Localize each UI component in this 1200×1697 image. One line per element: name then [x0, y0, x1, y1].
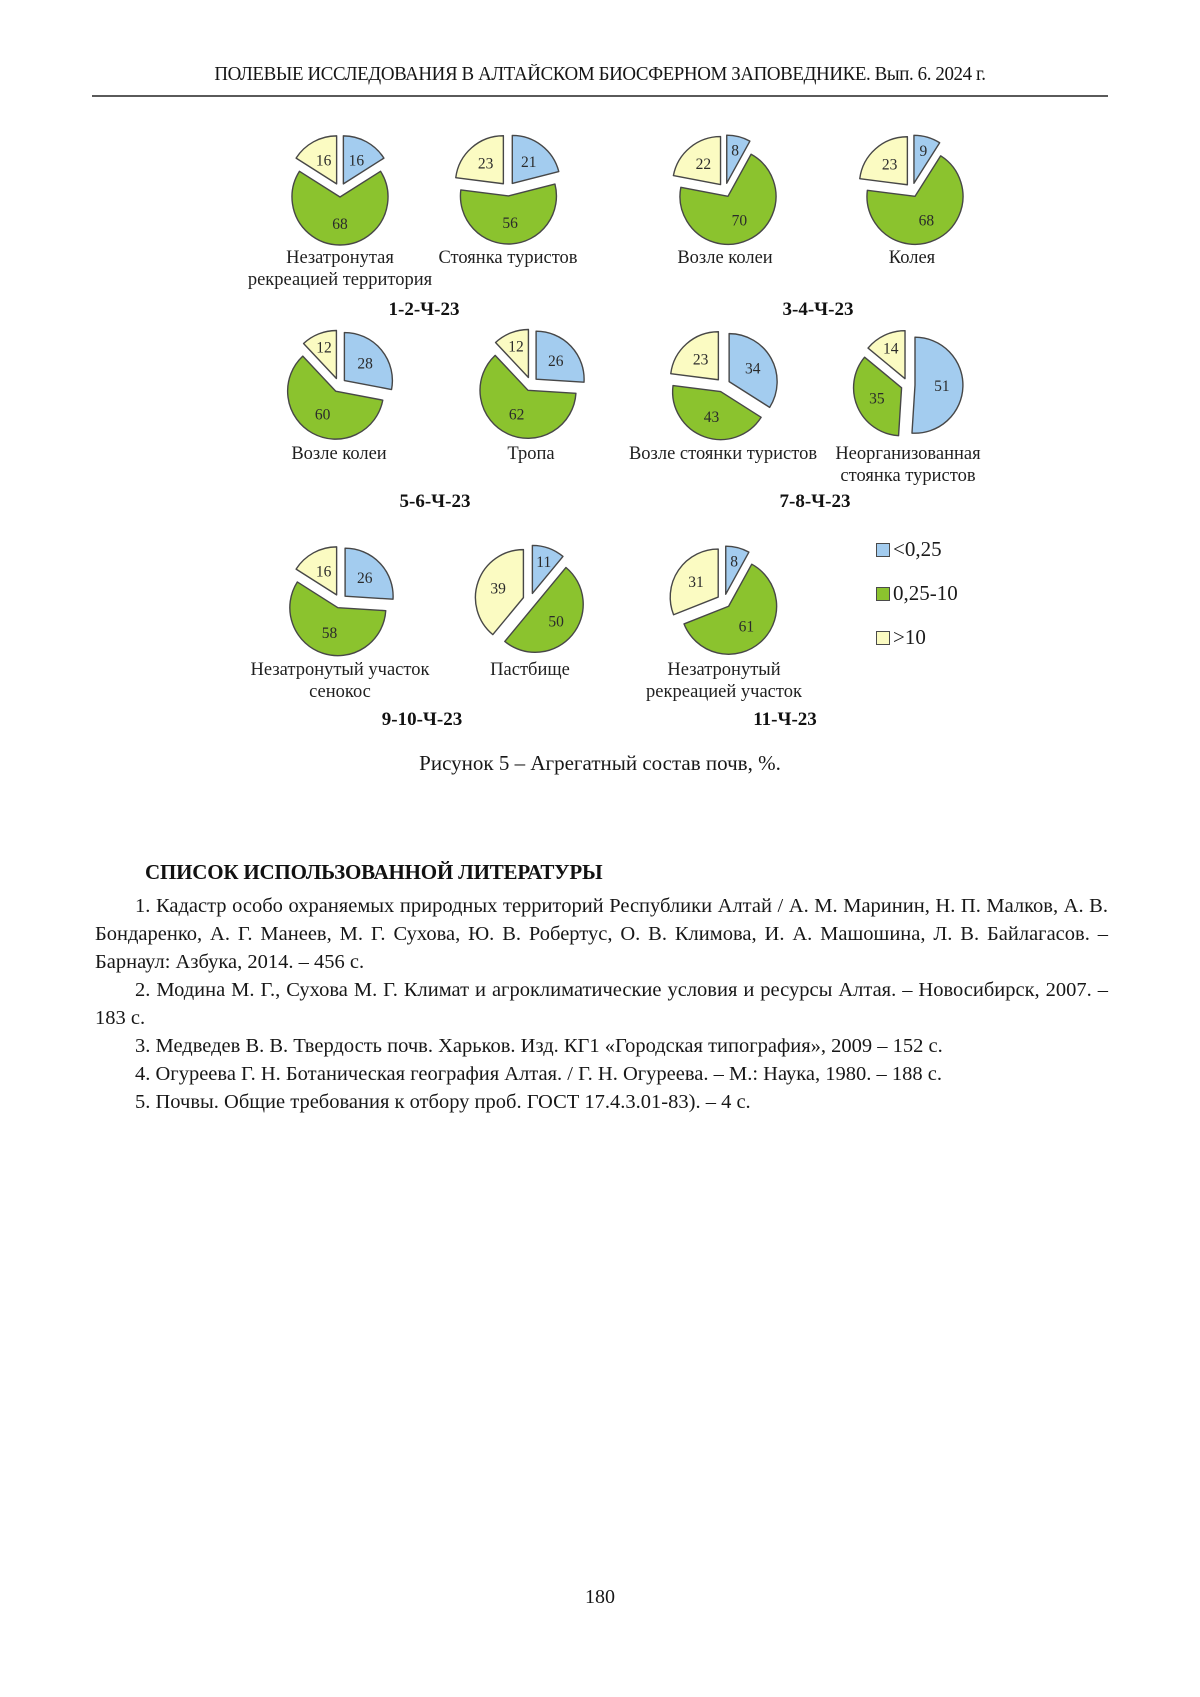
pie-value-label: 16	[315, 563, 332, 581]
pie-value-label: 43	[703, 408, 720, 426]
pie-chart-track	[842, 125, 982, 255]
legend-swatch-blue	[876, 543, 890, 557]
pie-value-label: 26	[547, 352, 564, 370]
pie-title: Незатронутая рекреацией территория	[247, 248, 433, 290]
pie-value-label: 28	[357, 355, 373, 373]
pie-title: Возле стоянки туристов	[628, 444, 818, 464]
pie-chart-unorganized-camp	[838, 320, 978, 450]
pie-value-label: 16	[315, 152, 332, 170]
pie-title: Тропа	[507, 444, 555, 464]
pie-value-label: 68	[918, 212, 935, 230]
reference-item: 3. Медведев В. В. Твердость почв. Харьков. Изд. КГ1 «Городская типография», 2009 – 152 с.	[135, 1035, 943, 1057]
sample-group-label: 11-Ч-23	[753, 709, 817, 730]
pie-value-label: 23	[692, 351, 709, 369]
pie-value-label: 8	[731, 142, 739, 160]
pie-value-label: 70	[731, 212, 748, 230]
page-number: 180	[585, 1586, 615, 1608]
pie-title: Незатронутый рекреацией участок	[646, 660, 802, 702]
pie-chart-path	[461, 319, 601, 449]
legend-item	[876, 627, 958, 648]
pie-value-label: 16	[348, 152, 365, 170]
pie-slice	[292, 171, 388, 245]
pie-value-label: 8	[730, 553, 738, 571]
legend-item	[876, 583, 958, 604]
pie-value-label: 23	[881, 156, 898, 174]
pie-value-label: 11	[536, 553, 552, 571]
pie-value-label: 22	[695, 155, 712, 173]
pie-chart-near-track-2	[269, 320, 409, 450]
pie-value-label: 68	[332, 215, 348, 233]
pie-value-label: 31	[688, 573, 704, 591]
pie-title: Незатронутый участок сенокос	[250, 660, 430, 702]
pie-title: Неорганизованная стоянка туристов	[835, 444, 981, 486]
references-section	[95, 860, 1108, 1116]
pie-value-label: 12	[508, 338, 524, 356]
pie-title: Пастбище	[490, 660, 570, 680]
pie-value-label: 9	[919, 143, 928, 161]
references-heading: СПИСОК ИСПОЛЬЗОВАННОЙ ЛИТЕРАТУРЫ	[145, 860, 603, 884]
pie-title: Стоянка туристов	[438, 248, 578, 268]
pie-value-label: 39	[490, 580, 506, 598]
header-rule	[92, 95, 1108, 97]
sample-group-label: 5-6-Ч-23	[399, 491, 471, 512]
reference-item: 4. Огуреева Г. Н. Ботаническая география Алтая. / Г. Н. Огуреева. – М.: Наука, 1980. – 188 с.	[135, 1063, 942, 1085]
pie-value-label: 58	[321, 625, 338, 643]
pie-title: Колея	[888, 248, 936, 268]
pie-value-label: 21	[521, 154, 537, 172]
pie-value-label: 61	[738, 618, 755, 636]
pie-value-label: 14	[882, 340, 899, 358]
pie-chart-untouched-territory	[270, 125, 410, 255]
pie-value-label: 26	[356, 569, 373, 587]
pie-value-label: 56	[502, 214, 518, 232]
pie-value-label: 62	[508, 406, 525, 424]
chart-legend	[876, 539, 958, 671]
sample-group-label: 7-8-Ч-23	[779, 491, 851, 512]
pie-title: Возле колеи	[677, 248, 773, 268]
reference-item: 5. Почвы. Общие требования к отбору проб. ГОСТ 17.4.3.01-83). – 4 с.	[135, 1091, 751, 1113]
pie-chart-near-tourist-camp	[653, 320, 793, 450]
pie-value-label: 35	[869, 390, 885, 408]
pie-value-label: 60	[314, 406, 331, 424]
reference-item: 1. Кадастр особо охраняемых природных территорий Республики Алтай / А. М. Маринин, Н. П. Малков, А. В. Бондаренко, А. Г. Манеев, М. Г. Сухова, Ю. В. Робертус, О. В. Климова, И. А. Машошина, Л. В. Байлагасов. – Барнаул: Азбука, 2014. – 456 с.	[95, 895, 1108, 973]
sample-group-label: 9-10-Ч-23	[381, 709, 463, 730]
pie-chart-tourist-camp	[438, 124, 578, 254]
legend-label: >10	[893, 625, 926, 649]
legend-item	[876, 539, 958, 560]
pie-title: Возле колеи	[291, 444, 387, 464]
legend-label: <0,25	[893, 537, 942, 561]
pie-value-label: 50	[548, 613, 564, 631]
pie-value-label: 23	[477, 155, 494, 173]
running-header: ПОЛЕВЫЕ ИССЛЕДОВАНИЯ В АЛТАЙСКОМ БИОСФЕРНОМ ЗАПОВЕДНИКЕ. Вып. 6. 2024 г.	[214, 64, 986, 85]
pie-chart-pasture	[460, 535, 600, 665]
figure-caption: Рисунок 5 – Агрегатный состав почв, %.	[419, 751, 781, 775]
pie-chart-untouched-plot	[654, 536, 794, 666]
legend-swatch-green	[876, 587, 890, 601]
pie-value-label: 34	[744, 360, 761, 378]
reference-item: 2. Модина М. Г., Сухова М. Г. Климат и агроклиматические условия и ресурсы Алтая. – Новосибирск, 2007. – 183 с.	[95, 979, 1108, 1029]
legend-swatch-yellow	[876, 631, 890, 645]
pie-chart-near-track-1	[655, 125, 795, 255]
legend-label: 0,25-10	[893, 581, 958, 605]
sample-group-label: 3-4-Ч-23	[782, 299, 854, 320]
pie-value-label: 12	[316, 339, 332, 357]
sample-group-label: 1-2-Ч-23	[388, 299, 460, 320]
pie-chart-untouched-hayfield	[270, 536, 410, 666]
pie-value-label: 51	[934, 378, 950, 396]
